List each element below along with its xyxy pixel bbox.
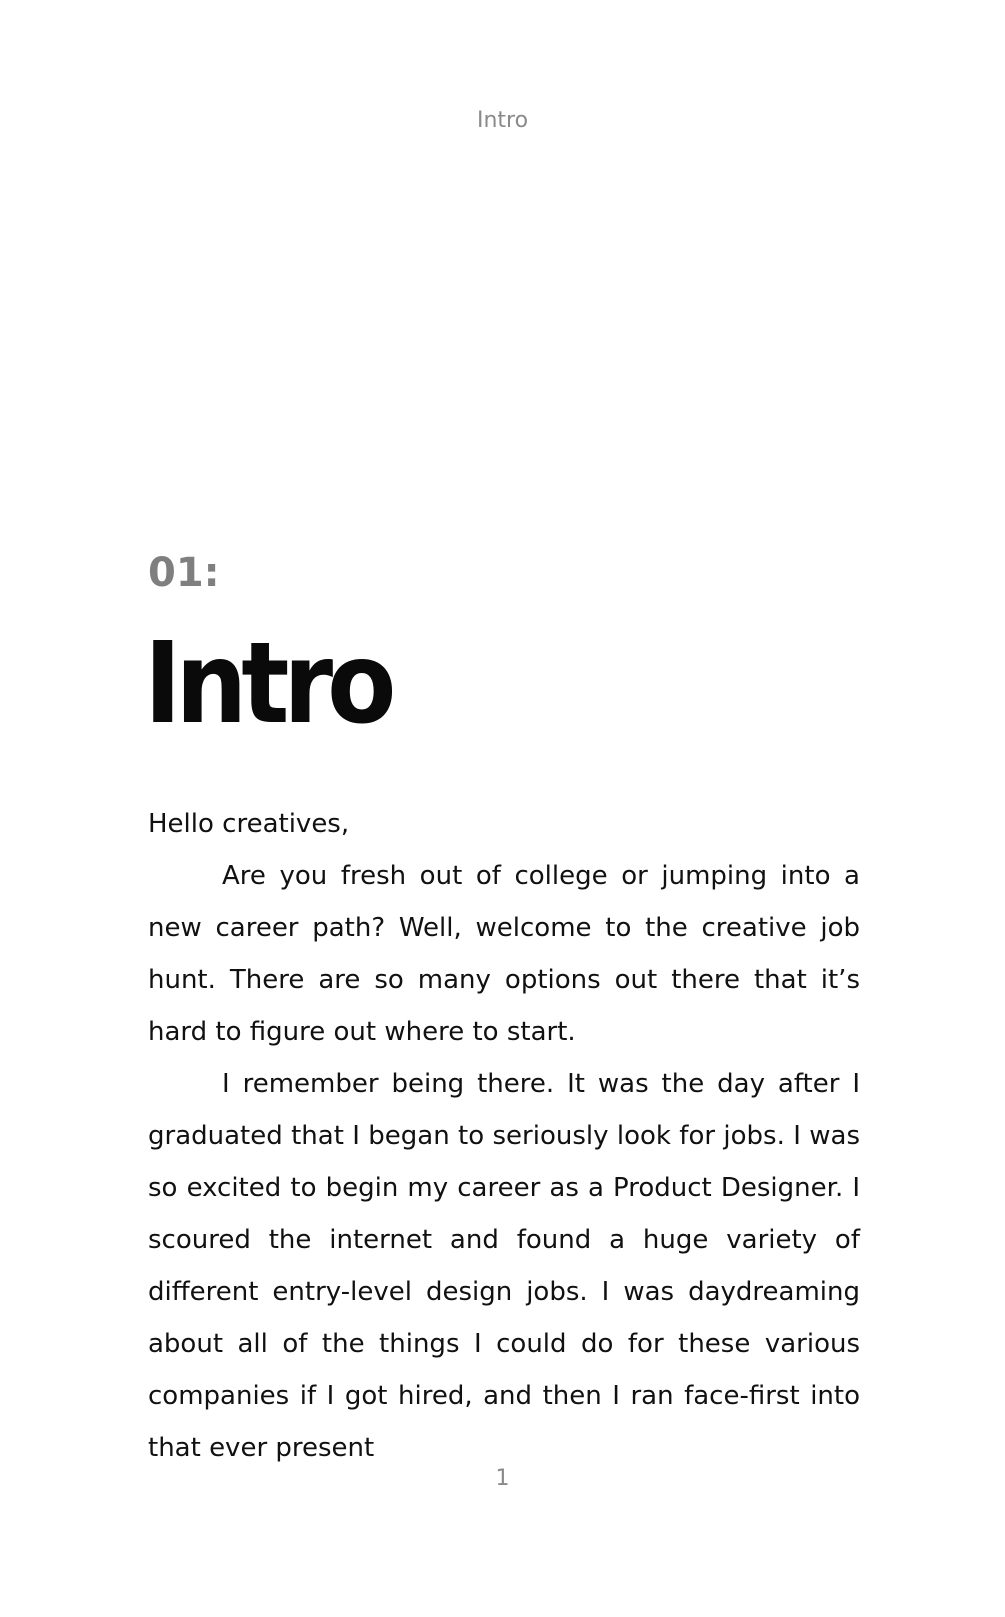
- page-number: 1: [495, 1466, 510, 1491]
- chapter-title: Intro: [144, 619, 391, 749]
- running-header: Intro: [476, 108, 529, 133]
- paragraph: I remember being there. It was the day after I graduated that I began to seriously look for jobs. I was so excited to begin my career as a Product Designer. I scoured the internet and found a huge variety of different entry-level design jobs. I was daydreaming about all of the things I could do for these various companies if I got hired, and then I ran face-first into that ever present: [148, 1069, 860, 1463]
- body-text: [148, 798, 860, 1474]
- paragraph: Are you fresh out of college or jumping into a new career path? Well, welcome to the creative job hunt. There are so many options out there that it’s hard to figure out where to start.: [148, 861, 860, 1047]
- chapter-number: 01:: [148, 550, 220, 596]
- greeting: Hello creatives,: [148, 809, 350, 839]
